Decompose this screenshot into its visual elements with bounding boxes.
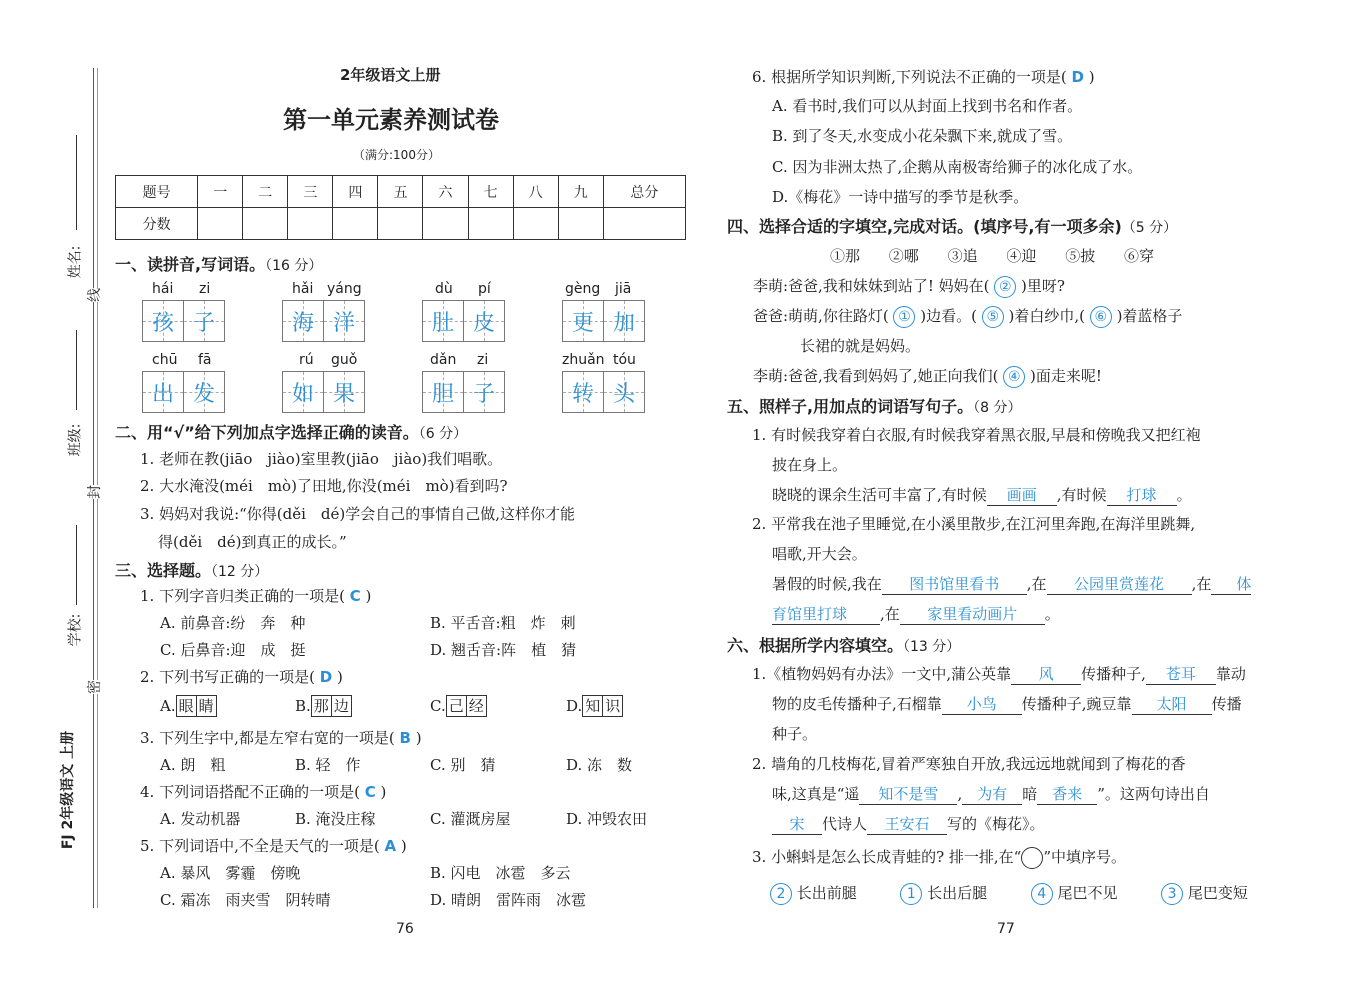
score-cell: 五 bbox=[378, 176, 423, 208]
score-input-cell[interactable] bbox=[333, 208, 378, 240]
book-label: FJ 2年级语文 上册 bbox=[60, 730, 77, 850]
answer-circle[interactable]: ⑤ bbox=[982, 306, 1004, 328]
score-input-cell[interactable] bbox=[603, 208, 685, 240]
answer-circle[interactable]: ② bbox=[994, 276, 1016, 298]
answer-blank[interactable]: 体 bbox=[1211, 573, 1251, 595]
option[interactable]: D. 冲毁农田 bbox=[566, 810, 648, 828]
pinyin: gèng bbox=[565, 281, 601, 297]
grid-cell[interactable]: 头 bbox=[603, 371, 645, 413]
option[interactable]: C. 灌溉房屋 bbox=[430, 810, 511, 828]
grid-cell[interactable]: 洋 bbox=[323, 300, 365, 342]
s5-fill-1: 晓晓的课余生活可丰富了,有时候 画画 ,有时候 打球 。 bbox=[772, 486, 1192, 504]
grid-cell[interactable]: 更 bbox=[562, 300, 604, 342]
s2-question-3b: 得(děi dé)到真正的成长。” bbox=[158, 533, 347, 551]
s2-question-1: 1. 老师在教(jiāo jiào)室里教(jiāo jiào)我们唱歌。 bbox=[140, 450, 503, 468]
s6-question-1b: 物的皮毛传播种子,石榴靠 小鸟 传播种子,豌豆靠 太阳 传播 bbox=[772, 695, 1242, 713]
answer: D bbox=[319, 668, 333, 686]
s3-question-6: 6. 根据所学知识判断,下列说法不正确的一项是( D ) bbox=[752, 68, 1095, 86]
s6-question-1c: 种子。 bbox=[772, 725, 818, 743]
score-input-cell[interactable] bbox=[288, 208, 333, 240]
option[interactable]: A. 朗 粗 bbox=[160, 756, 226, 774]
score-cell: 题号 bbox=[116, 176, 198, 208]
answer-circle[interactable]: 3 bbox=[1161, 883, 1183, 905]
answer-circle[interactable]: 4 bbox=[1031, 883, 1053, 905]
score-table bbox=[115, 175, 686, 240]
name-write-line bbox=[76, 135, 77, 230]
pinyin: guǒ bbox=[331, 352, 358, 368]
score-cell: 六 bbox=[423, 176, 468, 208]
page-title: 第一单元素养测试卷 bbox=[283, 105, 499, 134]
s5-example-1a: 1. 有时候我穿着白衣服,有时候我穿着黑衣服,早晨和傍晚我又把红袍 bbox=[752, 426, 1201, 444]
answer: B bbox=[399, 729, 411, 747]
score-input-cell[interactable] bbox=[198, 208, 243, 240]
full-score: （满分:100分） bbox=[353, 148, 440, 162]
s5-fill-2a: 暑假的时候,我在 图书馆里看书 ,在 公园里赏莲花 ,在 体 bbox=[772, 575, 1252, 593]
s5-example-2b: 唱歌,开大会。 bbox=[772, 545, 867, 563]
class-write-line bbox=[76, 330, 77, 410]
answer-blank[interactable]: 苍耳 bbox=[1146, 663, 1216, 685]
pinyin: zhuǎn bbox=[562, 352, 605, 368]
option[interactable]: B. 轻 作 bbox=[295, 756, 361, 774]
score-table-score-row bbox=[116, 208, 686, 240]
option[interactable]: A. 看书时,我们可以从封面上找到书名和作者。 bbox=[772, 97, 1083, 115]
grade-label: 2年级语文上册 bbox=[340, 66, 441, 84]
answer-circle[interactable]: 2 bbox=[770, 883, 792, 905]
name-label: 姓名: bbox=[67, 245, 84, 279]
answer-blank[interactable]: 公园里赏莲花 bbox=[1047, 573, 1192, 595]
s6-question-2b: 味,这真是“遥 知不是雪 , 为有 暗 香来 ”。这两句诗出自 bbox=[772, 785, 1210, 803]
score-input-cell[interactable] bbox=[513, 208, 558, 240]
option[interactable]: A. 暴风 雾霾 傍晚 bbox=[160, 864, 301, 882]
section-2-title: 二、用“√”给下列加点字选择正确的读音。（6 分） bbox=[115, 423, 468, 442]
school-write-line bbox=[76, 525, 77, 605]
pinyin: hǎi bbox=[292, 281, 314, 297]
option[interactable]: A. 前鼻音:纷 奔 种 bbox=[160, 614, 306, 632]
s6-question-1a: 1.《植物妈妈有办法》一文中,蒲公英靠 风 传播种子, 苍耳 靠动 bbox=[752, 665, 1246, 683]
answer-circle[interactable]: ① bbox=[893, 306, 915, 328]
s6-question-2a: 2. 墙角的几枝梅花,冒着严寒独自开放,我远远地就闻到了梅花的香 bbox=[752, 755, 1186, 773]
answer-blank[interactable]: 打球 bbox=[1107, 484, 1177, 506]
page-number-left: 76 bbox=[396, 921, 414, 937]
class-label: 班级: bbox=[67, 423, 84, 457]
grid-cell[interactable]: 果 bbox=[323, 371, 365, 413]
section-4-title: 四、选择合适的字填空,完成对话。(填序号,有一项多余)（5 分） bbox=[727, 217, 1178, 236]
seal-mark: 封 bbox=[82, 485, 106, 499]
s6-question-3: 3. 小蝌蚪是怎么长成青蛙的? 排一排,在“ ”中填序号。 bbox=[752, 846, 1126, 869]
pinyin: zi bbox=[199, 281, 211, 297]
score-cell: 三 bbox=[288, 176, 333, 208]
writing-grid[interactable] bbox=[423, 371, 505, 413]
pinyin: dǎn bbox=[430, 352, 457, 368]
answer-circle[interactable]: ④ bbox=[1003, 366, 1025, 388]
s5-example-2a: 2. 平常我在池子里睡觉,在小溪里散步,在江河里奔跑,在海洋里跳舞, bbox=[752, 515, 1196, 533]
writing-grid[interactable] bbox=[143, 300, 225, 342]
answer-blank[interactable]: 王安石 bbox=[867, 813, 947, 835]
line-mark: 线 bbox=[82, 288, 106, 302]
pinyin: zi bbox=[477, 352, 489, 368]
s5-example-1b: 披在身上。 bbox=[772, 456, 848, 474]
score-cell: 八 bbox=[513, 176, 558, 208]
grid-cell[interactable]: 胆 bbox=[422, 371, 464, 413]
answer-blank[interactable]: 为有 bbox=[962, 783, 1022, 805]
option[interactable]: D.《梅花》一诗中描写的季节是秋季。 bbox=[772, 188, 1029, 206]
s3-question-1: 1. 下列字音归类正确的一项是( C ) bbox=[140, 587, 372, 605]
score-cell: 一 bbox=[198, 176, 243, 208]
option[interactable]: D. 晴朗 雷阵雨 冰雹 bbox=[430, 891, 587, 909]
s3-question-2: 2. 下列书写正确的一项是( D ) bbox=[140, 668, 343, 686]
grid-cell[interactable]: 子 bbox=[463, 371, 505, 413]
school-label: 学校: bbox=[67, 613, 84, 647]
grid-cell[interactable]: 肚 bbox=[422, 300, 464, 342]
answer: A bbox=[384, 837, 397, 855]
grid-cell[interactable]: 出 bbox=[142, 371, 184, 413]
section-3-title: 三、选择题。（12 分） bbox=[115, 561, 269, 580]
answer-blank[interactable]: 风 bbox=[1011, 663, 1081, 685]
writing-grid[interactable] bbox=[283, 371, 365, 413]
answer-blank[interactable]: 育馆里打球 bbox=[772, 603, 880, 625]
pinyin: yáng bbox=[327, 281, 362, 297]
pinyin: fā bbox=[198, 352, 212, 368]
score-input-cell[interactable] bbox=[468, 208, 513, 240]
score-input-cell[interactable] bbox=[378, 208, 423, 240]
page-number-right: 77 bbox=[997, 921, 1015, 937]
grid-cell[interactable]: 海 bbox=[282, 300, 324, 342]
option[interactable]: B. 平舌音:粗 炸 刺 bbox=[430, 614, 576, 632]
answer: C bbox=[349, 587, 361, 605]
section-6-title: 六、根据所学内容填空。（13 分） bbox=[727, 636, 961, 655]
pinyin: hái bbox=[152, 281, 174, 297]
pinyin: pí bbox=[478, 281, 491, 297]
secret-mark: 密 bbox=[82, 680, 106, 694]
option[interactable]: D. 翘舌音:阵 植 猜 bbox=[430, 641, 577, 659]
s3-question-4: 4. 下列词语搭配不正确的一项是( C ) bbox=[140, 783, 387, 801]
grid-cell[interactable]: 孩 bbox=[142, 300, 184, 342]
option[interactable]: D. 知 识 bbox=[566, 695, 623, 717]
answer: D bbox=[1071, 68, 1084, 86]
answer-blank[interactable]: 太阳 bbox=[1132, 693, 1212, 715]
s2-question-2: 2. 大水淹没(méi mò)了田地,你没(méi mò)看到吗? bbox=[140, 477, 508, 495]
option[interactable]: C. 后鼻音:迎 成 挺 bbox=[160, 641, 306, 659]
pinyin: jiā bbox=[615, 281, 632, 297]
grid-cell[interactable]: 皮 bbox=[463, 300, 505, 342]
section-5-title: 五、照样子,用加点的词语写句子。（8 分） bbox=[727, 397, 1022, 416]
grid-cell[interactable]: 发 bbox=[183, 371, 225, 413]
answer-blank[interactable]: 宋 bbox=[772, 813, 822, 835]
option[interactable]: D. 冻 数 bbox=[566, 756, 633, 774]
answer-blank[interactable]: 图书馆里看书 bbox=[882, 573, 1027, 595]
option[interactable]: C. 别 猜 bbox=[430, 756, 496, 774]
option[interactable]: C. 霜冻 雨夹雪 阴转晴 bbox=[160, 891, 331, 909]
option[interactable]: B. 闪电 冰雹 多云 bbox=[430, 864, 571, 882]
grid-cell[interactable]: 如 bbox=[282, 371, 324, 413]
s6-question-2c: 宋 代诗人 王安石 写的《梅花》。 bbox=[772, 813, 1045, 835]
score-input-cell[interactable] bbox=[423, 208, 468, 240]
answer-blank[interactable]: 画画 bbox=[987, 484, 1057, 506]
writing-grid[interactable] bbox=[283, 300, 365, 342]
score-cell: 七 bbox=[468, 176, 513, 208]
answer: C bbox=[364, 783, 376, 801]
s5-fill-2b: 育馆里打球 ,在 家里看动画片 。 bbox=[772, 605, 1060, 623]
grid-cell[interactable]: 加 bbox=[603, 300, 645, 342]
answer-blank[interactable]: 小鸟 bbox=[942, 693, 1022, 715]
dialog-line-2: 爸爸:萌萌,你往路灯( ① )边看。( ⑤ )着白纱巾,( ⑥ )着蓝格子 bbox=[753, 305, 1182, 328]
score-cell: 总分 bbox=[603, 176, 685, 208]
score-input-cell[interactable] bbox=[558, 208, 603, 240]
option[interactable]: A. 眼 睛 bbox=[160, 695, 217, 717]
pinyin: tóu bbox=[613, 352, 636, 368]
pinyin: dù bbox=[435, 281, 453, 297]
option[interactable]: A. 发动机器 bbox=[160, 810, 241, 828]
writing-grid[interactable] bbox=[143, 371, 225, 413]
section-1-title: 一、读拼音,写词语。（16 分） bbox=[115, 255, 323, 274]
grid-cell[interactable]: 转 bbox=[562, 371, 604, 413]
blank-circle-icon bbox=[1021, 847, 1043, 869]
grid-cell[interactable]: 子 bbox=[183, 300, 225, 342]
writing-grid[interactable] bbox=[563, 300, 645, 342]
writing-grid[interactable] bbox=[423, 300, 505, 342]
dialog-line-1: 李萌:爸爸,我和妹妹到站了! 妈妈在( ② )里呀? bbox=[753, 275, 1065, 298]
score-row-label: 分数 bbox=[116, 208, 198, 240]
option[interactable]: C. 己 经 bbox=[430, 695, 487, 717]
s4-options: ①那 ②哪 ③追 ④迎 ⑤披 ⑥穿 bbox=[830, 247, 1154, 265]
option[interactable]: B. 到了冬天,水变成小花朵飘下来,就成了雪。 bbox=[772, 127, 1073, 145]
answer-circle[interactable]: ⑥ bbox=[1090, 306, 1112, 328]
option[interactable]: C. 因为非洲太热了,企鹅从南极寄给狮子的冰化成了水。 bbox=[772, 158, 1143, 176]
score-table-header-row bbox=[116, 176, 686, 208]
answer-blank[interactable]: 家里看动画片 bbox=[900, 603, 1045, 625]
answer-blank[interactable]: 香来 bbox=[1037, 783, 1097, 805]
s6-sequence: 2 长出前腿 1 长出后腿 4 尾巴不见 3 尾巴变短 bbox=[770, 882, 1248, 905]
s3-question-3: 3. 下列生字中,都是左窄右宽的一项是( B ) bbox=[140, 729, 422, 747]
writing-grid[interactable] bbox=[563, 371, 645, 413]
score-cell: 四 bbox=[333, 176, 378, 208]
dialog-line-4: 李萌:爸爸,我看到妈妈了,她正向我们( ④ )面走来呢! bbox=[753, 365, 1102, 388]
pinyin: rú bbox=[299, 352, 314, 368]
s3-question-5: 5. 下列词语中,不全是天气的一项是( A ) bbox=[140, 837, 407, 855]
option[interactable]: B. 淹没庄稼 bbox=[295, 810, 376, 828]
score-input-cell[interactable] bbox=[243, 208, 288, 240]
score-cell: 二 bbox=[243, 176, 288, 208]
answer-blank[interactable]: 知不是雪 bbox=[859, 783, 957, 805]
pinyin: chū bbox=[152, 352, 178, 368]
answer-circle[interactable]: 1 bbox=[900, 883, 922, 905]
score-cell: 九 bbox=[558, 176, 603, 208]
dialog-line-3: 长裙的就是妈妈。 bbox=[800, 337, 921, 355]
option[interactable]: B. 那 边 bbox=[295, 695, 352, 717]
s2-question-3a: 3. 妈妈对我说:“你得(děi dé)学会自己的事情自己做,这样你才能 bbox=[140, 505, 576, 523]
